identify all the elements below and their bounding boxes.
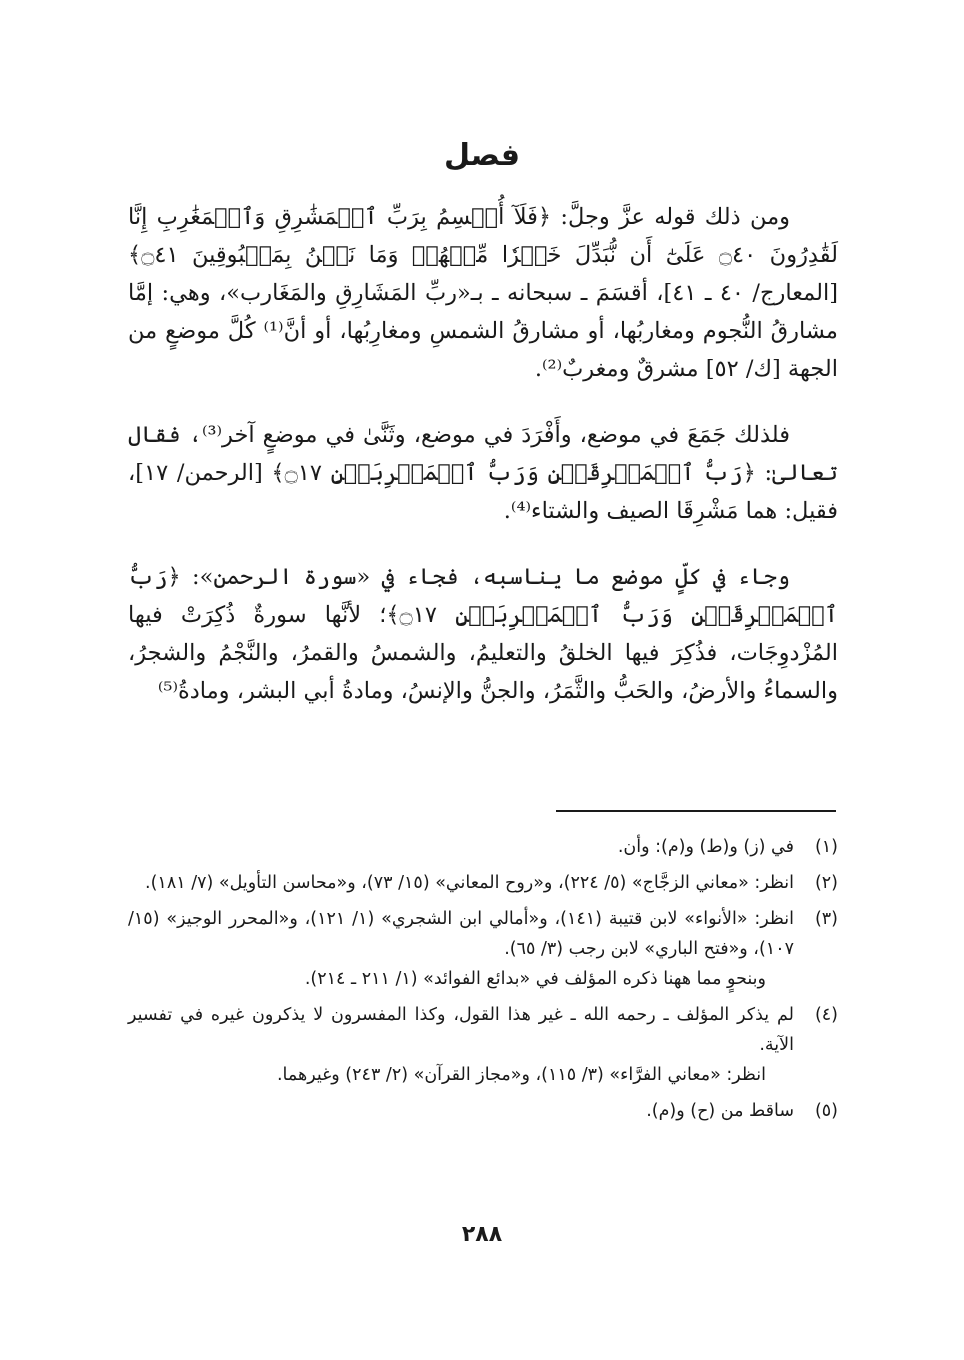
section-title: فصل bbox=[444, 138, 520, 173]
footnote-line: في (ز) و(ط) و(م): وأن. bbox=[617, 837, 794, 857]
page-number: ٢٨٨ bbox=[461, 1222, 503, 1247]
footnote-text bbox=[128, 1096, 794, 1126]
footnote-line: ساقط من (ح) و(م). bbox=[646, 1101, 794, 1121]
footnote-divider bbox=[556, 810, 836, 812]
footnote-number: (٥) bbox=[814, 1101, 838, 1121]
footnote-5 bbox=[128, 1096, 838, 1126]
footnote-number: (١) bbox=[814, 837, 838, 857]
footnote-number: (٣) bbox=[814, 909, 838, 929]
footnote-number: (٢) bbox=[814, 873, 838, 893]
footnote-line: لم يذكر المؤلف ـ رحمه الله ـ غير هذا القول، وكذا المفسرون لا يذكرون غيره في تفسير الآية. bbox=[128, 1005, 794, 1055]
footnote-text bbox=[128, 1000, 794, 1090]
footnote-2 bbox=[128, 868, 838, 898]
footnote-text bbox=[128, 832, 794, 862]
footnote-1 bbox=[128, 832, 838, 862]
paragraph-1: ومن ذلك قوله عزَّ وجلَّ: ﴿فَلَآ أُقۡسِمُ بِرَبِّ ٱلۡمَشَٰرِقِ وَٱلۡمَغَٰرِبِ إِنَّا لَقَٰدِرُونَ ۝٤٠ عَلَىٰٓ أَن نُّبَدِّلَ خَيۡرٗا مِّنۡهُمۡ وَمَا نَحۡنُ بِمَسۡبُوقِينَ ۝٤١﴾ [المعارج/ ٤٠ ـ ٤١]، أقسَمَ ـ سبحانه ـ بـ«ربِّ المَشَارِقِ والمَغَارب»، وهي: إمَّا مشارقُ النُّجوم ومغاربُها، أو مشارقُ الشمسِ ومغارِبُها، أو أنَّ⁽¹⁾ كُلَّ موضعٍ من الجهة [ك/ ٥٢] مشرقٌ ومغربٌ⁽²⁾. bbox=[128, 204, 838, 382]
footnote-text bbox=[128, 904, 794, 994]
main-text bbox=[128, 198, 838, 710]
footnote-subline: وبنحوٍ مما ههنا ذكره المؤلف في «بدائع الفوائد» (١/ ٢١١ ـ ٢١٤). bbox=[304, 969, 766, 989]
footnote-line: انظر: «معاني الزجَّاج» (٥/ ٢٢٤)، و«روح المعاني» (١٥/ ٧٣)، و«محاسن التأويل» (٧/ ١٨١). bbox=[145, 873, 794, 893]
footnote-line: انظر: «الأنواء» لابن قتيبة (١٤١)، و«أمالي ابن الشجري» (١/ ١٢١)، و«المحرر الوجيز» (١٥/ ١٠٧)، و«فتح الباري» لابن رجب (٣/ ٦٥). bbox=[128, 909, 794, 959]
footnote-3 bbox=[128, 904, 838, 994]
paragraph-2: فلذلك جَمَعَ في موضع، وأَفْرَدَ في موضع، وثَنَّىٰ في موضعٍ آخر⁽³⁾، فقال تعالىٰ: ﴿رَبُّ ٱلۡمَشۡرِقَيۡنِ وَرَبُّ ٱلۡمَغۡرِبَيۡنِ ۝١٧﴾ [الرحمن/ ١٧]، فقيل: هما مَشْرِقَا الصيف والشتاء⁽⁴⁾. bbox=[128, 422, 838, 524]
footnote-number: (٤) bbox=[814, 1005, 838, 1025]
footnote-subline: انظر: «معاني الفرَّاء» (٣/ ١١٥)، و«مجاز القرآن» (٢/ ٢٤٣) وغيرهما. bbox=[276, 1065, 766, 1085]
footnotes bbox=[128, 832, 838, 1132]
footnote-4 bbox=[128, 1000, 838, 1090]
footnote-text bbox=[128, 868, 794, 898]
paragraph-3: وجاء في كلٍّ موضع ما يناسبه، فجاء في «سورة الرحمن»: ﴿رَبُّ ٱلۡمَشۡرِقَيۡنِ وَرَبُّ ٱلۡمَغۡرِبَيۡنِ ۝١٧﴾؛ لأنَّها سورةٌ ذُكِرَتْ فيها المُزْدوِجَات، فذُكِرَ فيها الخلقُ والتعليمُ، والشمسُ والقمرُ، والنَّجْمُ والشجرُ، والسماءُ والأرضُ، والحَبُّ والثَّمَرُ، والجنُّ والإنسُ، ومادةُ أبي البشر، ومادةُ⁽⁵⁾ bbox=[128, 564, 838, 704]
